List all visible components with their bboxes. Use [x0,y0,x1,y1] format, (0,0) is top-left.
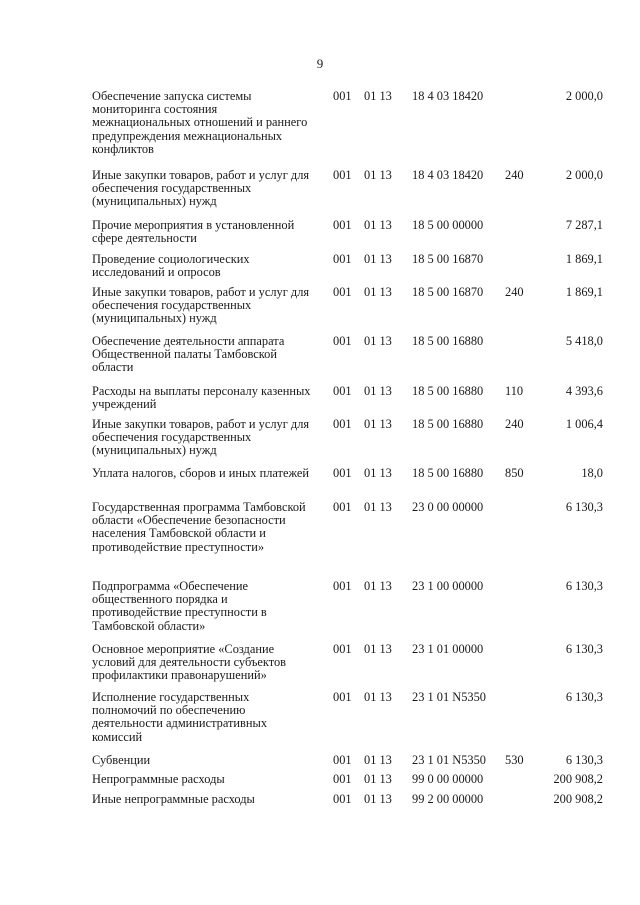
row-target-code: 18 5 00 16880 [412,384,484,398]
row-target-code: 18 5 00 00000 [412,218,484,232]
row-admin-code: 001 [333,792,352,806]
row-admin-code: 001 [333,334,352,348]
row-amount: 6 130,3 [565,579,603,593]
row-section-code: 01 13 [364,168,392,182]
row-section-code: 01 13 [364,642,392,656]
row-admin-code: 001 [333,384,352,398]
row-admin-code: 001 [333,753,352,767]
row-section-code: 01 13 [364,792,392,806]
row-admin-code: 001 [333,690,352,704]
row-section-code: 01 13 [364,417,392,431]
row-target-code: 18 5 00 16870 [412,285,484,299]
row-target-code: 99 2 00 00000 [412,792,484,806]
row-target-code: 18 5 00 16880 [412,466,484,480]
row-name: Обеспечение деятельности аппарата Общественной палаты Тамбовской области [92,334,285,375]
row-amount: 7 287,1 [565,218,603,232]
row-amount: 5 418,0 [565,334,603,348]
row-name: Государственная программа Тамбовской области «Обеспечение безопасности населения Тамбовской области и противодействие преступности» [92,500,306,554]
row-admin-code: 001 [333,579,352,593]
row-name: Иные непрограммные расходы [92,792,255,806]
row-amount: 1 869,1 [565,252,603,266]
row-name: Проведение социологических исследований и опросов [92,252,250,280]
row-expense-type: 240 [505,168,524,182]
row-admin-code: 001 [333,466,352,480]
row-section-code: 01 13 [364,690,392,704]
row-name: Обеспечение запуска системы мониторинга состояния межнациональных отношений и раннего предупреждения межнациональных конфликтов [92,89,308,156]
row-section-code: 01 13 [364,252,392,266]
row-amount: 2 000,0 [565,168,603,182]
row-admin-code: 001 [333,252,352,266]
row-amount: 1 006,4 [565,417,603,431]
row-section-code: 01 13 [364,772,392,786]
row-amount: 6 130,3 [565,753,603,767]
row-admin-code: 001 [333,285,352,299]
row-name: Исполнение государственных полномочий по обеспечению деятельности административных комиссий [92,690,268,744]
row-name: Прочие мероприятия в установленной сфере деятельности [92,218,295,246]
row-amount: 1 869,1 [565,285,603,299]
row-name: Иные закупки товаров, работ и услуг для обеспечения государственных (муниципальных) нужд [92,168,310,209]
row-name: Расходы на выплаты персоналу казенных учреждений [92,384,311,412]
row-amount: 200 908,2 [553,792,603,806]
row-name: Иные закупки товаров, работ и услуг для обеспечения государственных (муниципальных) нужд [92,417,310,458]
row-section-code: 01 13 [364,334,392,348]
row-amount: 6 130,3 [565,690,603,704]
row-name: Иные закупки товаров, работ и услуг для обеспечения государственных (муниципальных) нужд [92,285,310,326]
row-amount: 18,0 [581,466,603,480]
row-target-code: 18 5 00 16870 [412,252,484,266]
row-expense-type: 110 [505,384,524,398]
row-target-code: 18 5 00 16880 [412,417,484,431]
row-admin-code: 001 [333,500,352,514]
row-section-code: 01 13 [364,753,392,767]
row-target-code: 18 4 03 18420 [412,89,484,103]
row-target-code: 18 4 03 18420 [412,168,484,182]
row-expense-type: 530 [505,753,524,767]
row-section-code: 01 13 [364,500,392,514]
row-section-code: 01 13 [364,384,392,398]
row-admin-code: 001 [333,642,352,656]
row-name: Основное мероприятие «Создание условий для деятельности субъектов профилактики правонарушений» [92,642,287,683]
row-admin-code: 001 [333,772,352,786]
row-admin-code: 001 [333,168,352,182]
row-expense-type: 240 [505,417,524,431]
row-target-code: 23 1 00 00000 [412,579,484,593]
row-section-code: 01 13 [364,466,392,480]
row-amount: 200 908,2 [553,772,603,786]
row-admin-code: 001 [333,417,352,431]
row-target-code: 23 1 01 N5350 [412,690,486,704]
row-name: Непрограммные расходы [92,772,225,786]
row-name: Субвенции [92,753,151,767]
row-target-code: 23 1 01 00000 [412,642,484,656]
row-section-code: 01 13 [364,285,392,299]
row-name: Уплата налогов, сборов и иных платежей [92,466,310,480]
row-target-code: 18 5 00 16880 [412,334,484,348]
row-target-code: 23 1 01 N5350 [412,753,486,767]
row-section-code: 01 13 [364,579,392,593]
row-amount: 6 130,3 [565,642,603,656]
row-target-code: 99 0 00 00000 [412,772,484,786]
row-target-code: 23 0 00 00000 [412,500,484,514]
row-amount: 4 393,6 [565,384,603,398]
row-amount: 6 130,3 [565,500,603,514]
page-number: 9 [316,56,324,71]
row-amount: 2 000,0 [565,89,603,103]
row-section-code: 01 13 [364,89,392,103]
row-expense-type: 850 [505,466,524,480]
row-expense-type: 240 [505,285,524,299]
row-admin-code: 001 [333,89,352,103]
row-admin-code: 001 [333,218,352,232]
row-name: Подпрограмма «Обеспечение общественного порядка и противодействие преступности в Тамбовской области» [92,579,267,633]
row-section-code: 01 13 [364,218,392,232]
